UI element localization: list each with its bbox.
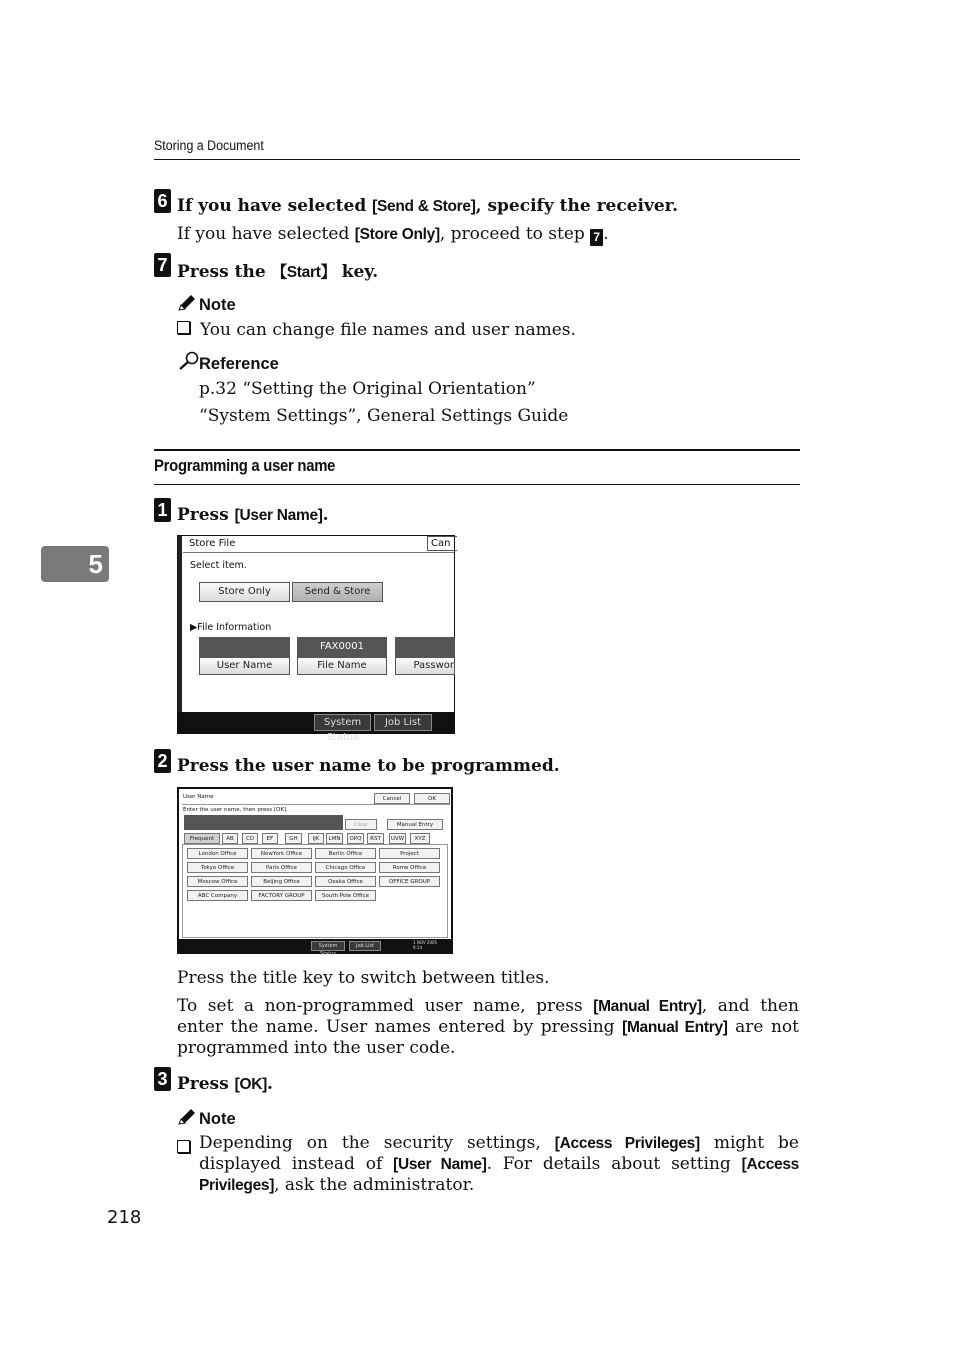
tab-rst[interactable]: RST xyxy=(367,833,384,844)
clock: 1 NOV 2005 9:14 xyxy=(413,940,438,950)
list-item[interactable]: Tokyo Office xyxy=(187,862,248,873)
step-number-3: 3 xyxy=(154,1067,171,1091)
note-pencil-icon xyxy=(177,294,197,316)
chapter-tab: 5 xyxy=(41,546,109,582)
screen2-job-list-button[interactable]: Job List xyxy=(349,941,381,951)
screen2-prompt: Enter the user name, then press [OK]. xyxy=(183,807,288,813)
screen-prompt: Select item. xyxy=(190,560,247,571)
screen2-title: User Name xyxy=(183,794,214,800)
checkbox-bullet-icon xyxy=(177,1140,190,1153)
list-item[interactable]: Moscow Office xyxy=(187,876,248,887)
step-number-6: 6 xyxy=(154,189,171,213)
tab-xyz[interactable]: XYZ xyxy=(410,833,430,844)
list-item[interactable]: Berlin Office xyxy=(315,848,376,859)
file-information-label: ▶File Information xyxy=(190,622,272,633)
tab-ab[interactable]: AB xyxy=(222,833,238,844)
step-6-subtext: If you have selected [Store Only], proceed to step 7 . xyxy=(177,224,609,244)
magnifier-icon xyxy=(178,351,200,375)
screen-title: Store File xyxy=(189,538,236,549)
system-status-button[interactable]: System Status xyxy=(314,714,371,731)
password-value-field xyxy=(395,637,455,657)
step-3-instruction: Press [OK]. xyxy=(177,1074,273,1094)
tab-frequent[interactable]: Frequent xyxy=(184,833,220,844)
note-2-item: Depending on the security settings, [Access Privileges] might be displayed instead of [User Name]. For details about setting [Access Privileges], ask the administrator. xyxy=(199,1133,799,1195)
screen-left-edge xyxy=(178,536,182,712)
list-item[interactable]: FACTORY GROUP xyxy=(251,890,312,901)
step-ref-7: 7 xyxy=(590,229,603,246)
running-header: Storing a Document xyxy=(154,138,264,153)
page-number: 218 xyxy=(107,1207,142,1228)
user-name-input[interactable] xyxy=(184,815,343,830)
screen2-ok-button[interactable]: OK xyxy=(414,793,450,804)
list-item[interactable]: Project xyxy=(379,848,440,859)
tab-gh[interactable]: GH xyxy=(285,833,302,844)
step-number-2: 2 xyxy=(154,749,171,773)
clear-button[interactable]: Clear xyxy=(345,819,377,830)
cancel-button[interactable]: Can xyxy=(427,536,457,551)
section-top-rule xyxy=(154,449,800,451)
list-item[interactable]: Rome Office xyxy=(379,862,440,873)
step-1-instruction: Press [User Name]. xyxy=(177,505,329,525)
user-name-button[interactable]: User Name xyxy=(199,657,290,675)
list-item[interactable]: London Office xyxy=(187,848,248,859)
job-list-button[interactable]: Job List xyxy=(374,714,432,731)
note-item: You can change file names and user names. xyxy=(177,320,576,340)
tab-ijk[interactable]: IJK xyxy=(308,833,324,844)
tab-lmn[interactable]: LMN xyxy=(326,833,343,844)
tab-ef[interactable]: EF xyxy=(262,833,278,844)
section-title: Programming a user name xyxy=(154,457,336,475)
step-number-1: 1 xyxy=(154,498,171,522)
list-item[interactable]: OFFICE GROUP xyxy=(379,876,440,887)
section-bottom-rule xyxy=(154,484,800,485)
list-item[interactable]: ABC Company xyxy=(187,890,248,901)
user-name-screenshot xyxy=(177,787,453,957)
step-7-instruction: Press the 【Start】 key. xyxy=(177,262,379,282)
list-item[interactable]: NewYork Office xyxy=(251,848,312,859)
step-2-text-2: To set a non-programmed user name, press [Manual Entry], and then enter the name. User names entered by pressing [Manual Entry] are not programmed into the user code. xyxy=(177,996,799,1058)
note-2-title: Note xyxy=(199,1110,236,1128)
file-name-value: FAX0001 xyxy=(297,637,387,657)
list-item[interactable]: Paris Office xyxy=(251,862,312,873)
list-item[interactable]: South Pole Office xyxy=(315,890,376,901)
title-tabs xyxy=(184,833,450,844)
tab-uvw[interactable]: UVW xyxy=(389,833,406,844)
reference-line-1: p.32 “Setting the Original Orientation” xyxy=(199,379,536,399)
list-item[interactable]: Osaka Office xyxy=(315,876,376,887)
file-name-button[interactable]: File Name xyxy=(297,657,387,675)
name-list xyxy=(182,844,448,938)
send-store-button[interactable]: Send & Store xyxy=(292,582,383,602)
user-name-value-field xyxy=(199,637,290,657)
manual-entry-button[interactable]: Manual Entry xyxy=(387,819,443,830)
tab-opq[interactable]: OPQ xyxy=(347,833,364,844)
screen2-system-status-button[interactable]: System Status xyxy=(311,941,345,951)
step-2-instruction: Press the user name to be programmed. xyxy=(177,756,560,776)
note-pencil-icon xyxy=(177,1108,197,1130)
note-title: Note xyxy=(199,296,236,314)
step-6-instruction: If you have selected [Send & Store], specify the receiver. xyxy=(177,196,678,216)
list-item[interactable]: Chicago Office xyxy=(315,862,376,873)
reference-line-2: “System Settings”, General Settings Guide xyxy=(199,406,569,426)
tab-cd[interactable]: CD xyxy=(242,833,258,844)
screen-title-bar xyxy=(183,536,454,553)
step-number-7: 7 xyxy=(154,253,171,277)
screen2-cancel-button[interactable]: Cancel xyxy=(374,793,410,804)
reference-title: Reference xyxy=(199,355,279,373)
list-item[interactable]: Beijing Office xyxy=(251,876,312,887)
store-only-button[interactable]: Store Only xyxy=(199,582,290,602)
header-rule xyxy=(154,159,800,160)
password-button[interactable]: Passwor xyxy=(395,657,455,675)
screen2-title-rule xyxy=(182,804,450,805)
step-2-text-1: Press the title key to switch between titles. xyxy=(177,968,550,988)
note-2-bullet xyxy=(177,1139,200,1158)
checkbox-bullet-icon xyxy=(177,321,190,334)
store-file-screenshot xyxy=(177,535,455,743)
